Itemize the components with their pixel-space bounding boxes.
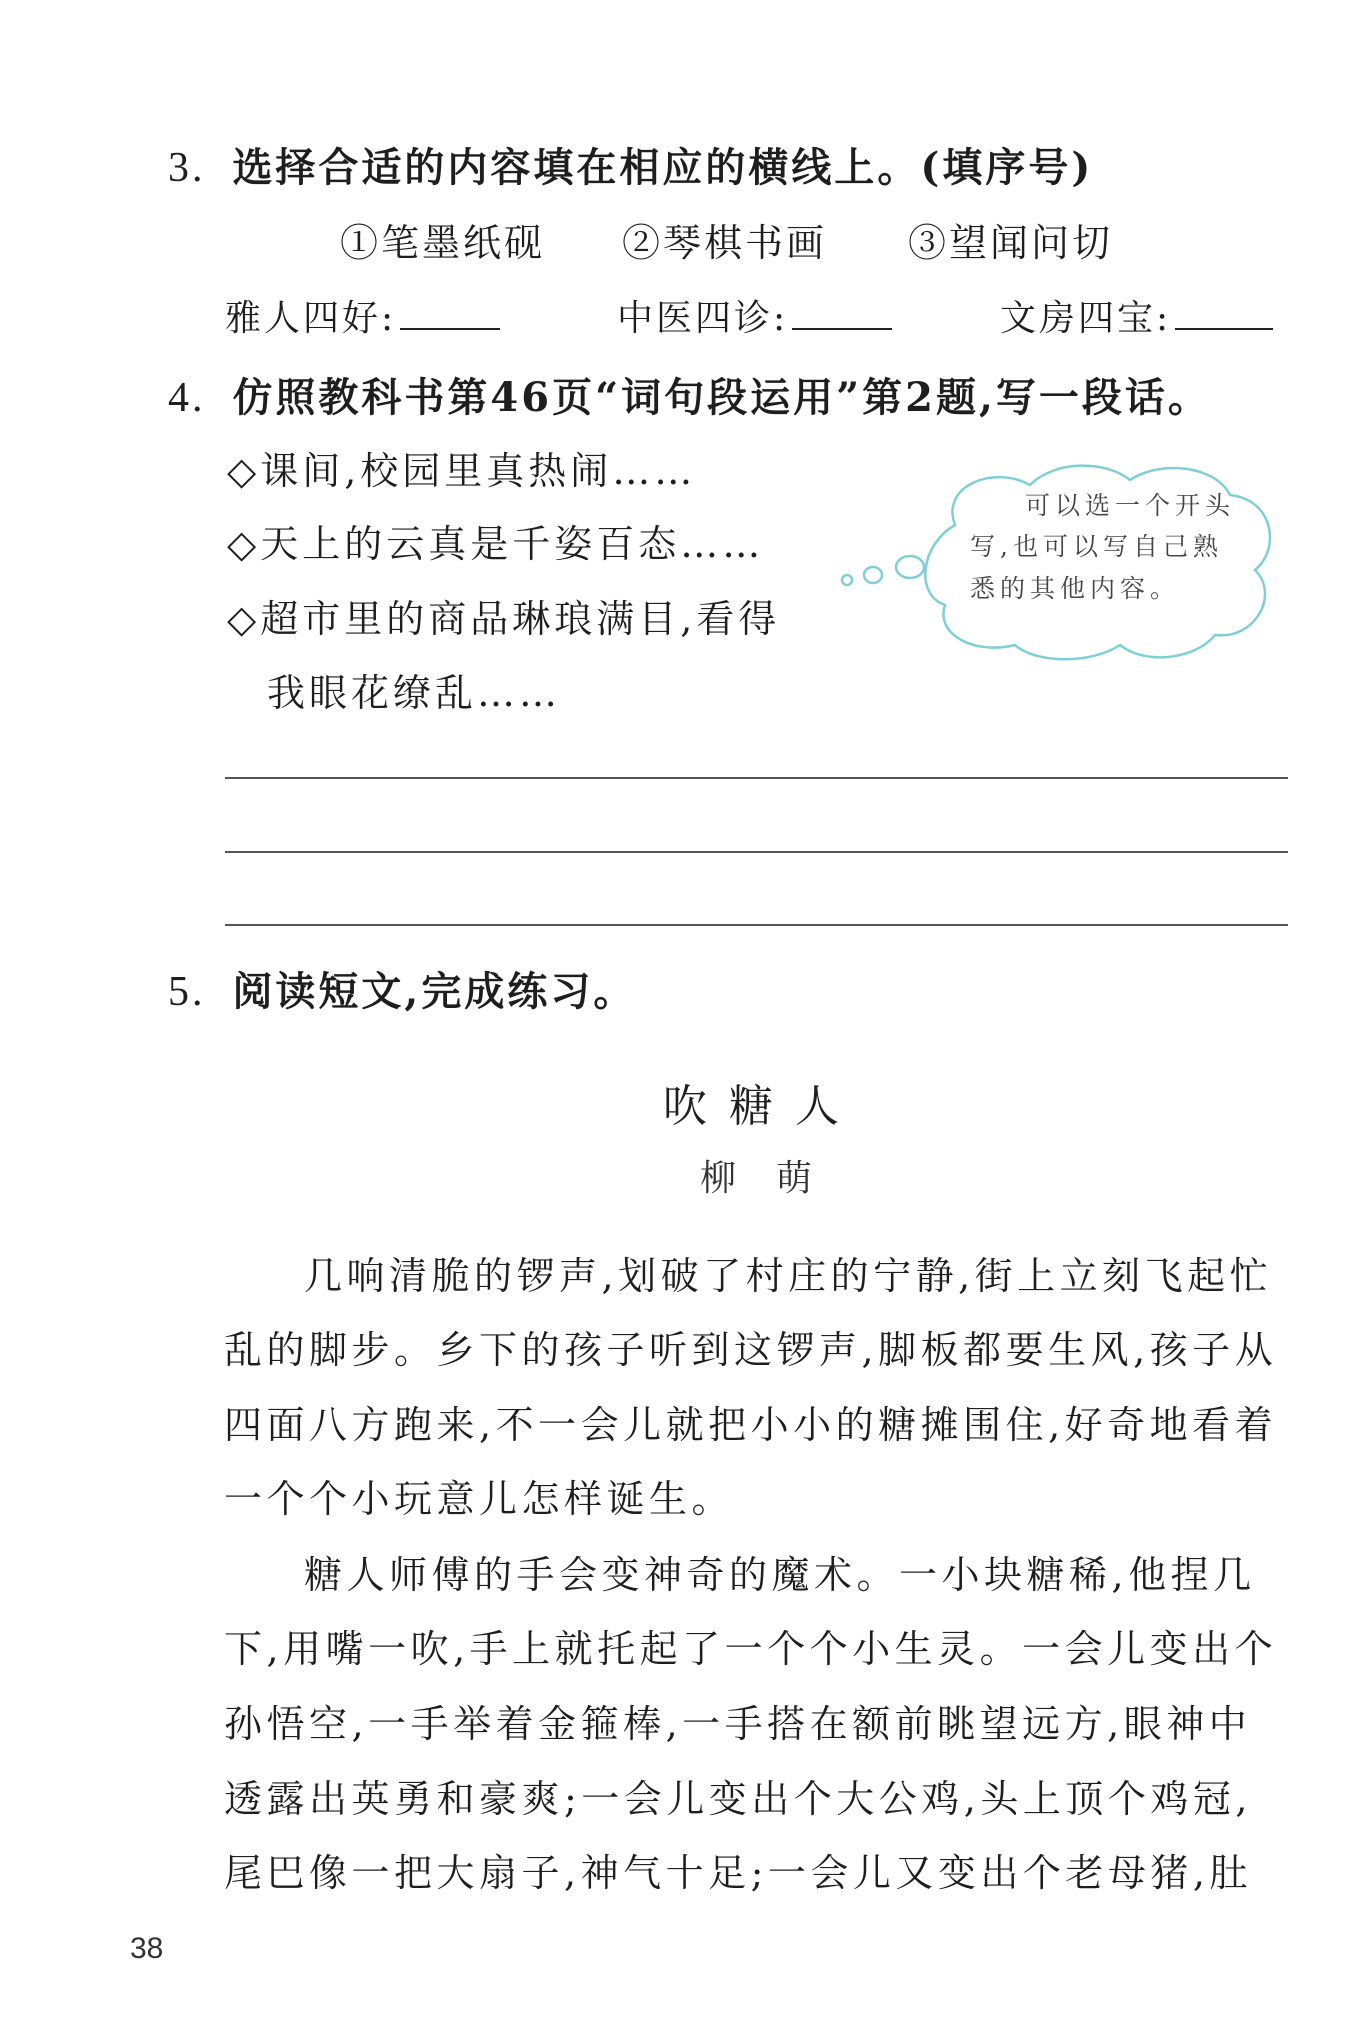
passage-line-9: 尾巴像一把大扇子,神气十足;一会儿又变出个老母猪,肚 <box>224 1851 1252 1895</box>
q3-option-2: ②琴棋书画 <box>622 221 828 265</box>
q3-option-3: ③望闻问切 <box>908 221 1114 265</box>
passage-line-8: 透露出英勇和豪爽;一会儿变出个大公鸡,头上顶个鸡冠, <box>224 1777 1252 1821</box>
q3-fill-label: 文房四宝: <box>1000 298 1172 339</box>
passage-line-5: 糖人师傅的手会变神奇的魔术。一小块糖稀,他捏几 <box>304 1553 1256 1597</box>
q4-starter-1: ◇课间,校园里真热闹…… <box>227 449 697 493</box>
q3-number: 3. <box>168 145 206 191</box>
q3-option-1: ①笔墨纸砚 <box>340 221 546 265</box>
writing-line-2[interactable] <box>225 851 1288 853</box>
thought-bubble <box>835 455 1285 670</box>
q4-starter-4: 我眼花缭乱…… <box>267 671 562 715</box>
q4-starter-2: ◇天上的云真是千姿百态…… <box>227 522 765 566</box>
q3-fill-2 <box>617 290 892 341</box>
q3-fill-3 <box>1000 290 1273 341</box>
passage-title: 吹糖人 <box>663 1081 861 1132</box>
passage-line-4: 一个个小玩意儿怎样诞生。 <box>224 1477 735 1521</box>
q4-starter-3: ◇超市里的商品琳琅满目,看得 <box>227 597 781 641</box>
q4-prompt: 仿照教科书第46页“词句段运用”第2题,写一段话。 <box>232 374 1211 421</box>
bubble-dot-large <box>896 556 924 578</box>
bubble-dot-small <box>842 575 852 585</box>
passage-line-7: 孙悟空,一手举着金箍棒,一手搭在额前眺望远方,眼神中 <box>224 1702 1252 1746</box>
q4-number: 4. <box>168 375 206 421</box>
hint-line-2: 写,也可以写自己熟 <box>970 532 1223 561</box>
q5-prompt: 阅读短文,完成练习。 <box>232 968 637 1015</box>
passage-line-2: 乱的脚步。乡下的孩子听到这锣声,脚板都要生风,孩子从 <box>224 1328 1278 1372</box>
passage-line-1: 几响清脆的锣声,划破了村庄的宁静,街上立刻飞起忙 <box>304 1254 1273 1298</box>
q5-heading <box>168 960 636 1017</box>
answer-blank[interactable] <box>400 298 500 330</box>
page-number: 38 <box>130 1932 164 1965</box>
q3-fill-label: 中医四诊: <box>617 298 789 339</box>
passage-author: 柳萌 <box>700 1158 853 1199</box>
q3-fill-1 <box>225 290 500 341</box>
q4-heading <box>168 366 1211 423</box>
q3-fill-label: 雅人四好: <box>225 298 397 339</box>
hint-line-3: 悉的其他内容。 <box>970 574 1181 603</box>
q3-prompt: 选择合适的内容填在相应的横线上。(填序号) <box>232 144 1094 191</box>
q3-heading <box>168 136 1093 193</box>
writing-line-3[interactable] <box>225 924 1288 926</box>
bubble-dot-medium <box>864 567 882 583</box>
answer-blank[interactable] <box>1175 298 1273 330</box>
passage-line-6: 下,用嘴一吹,手上就托起了一个个小生灵。一会儿变出个 <box>224 1627 1278 1671</box>
writing-line-1[interactable] <box>225 777 1288 779</box>
hint-line-1: 可以选一个开头 <box>1025 491 1236 520</box>
passage-line-3: 四面八方跑来,不一会儿就把小小的糖摊围住,好奇地看着 <box>224 1403 1278 1447</box>
answer-blank[interactable] <box>792 298 892 330</box>
q5-number: 5. <box>168 969 206 1015</box>
